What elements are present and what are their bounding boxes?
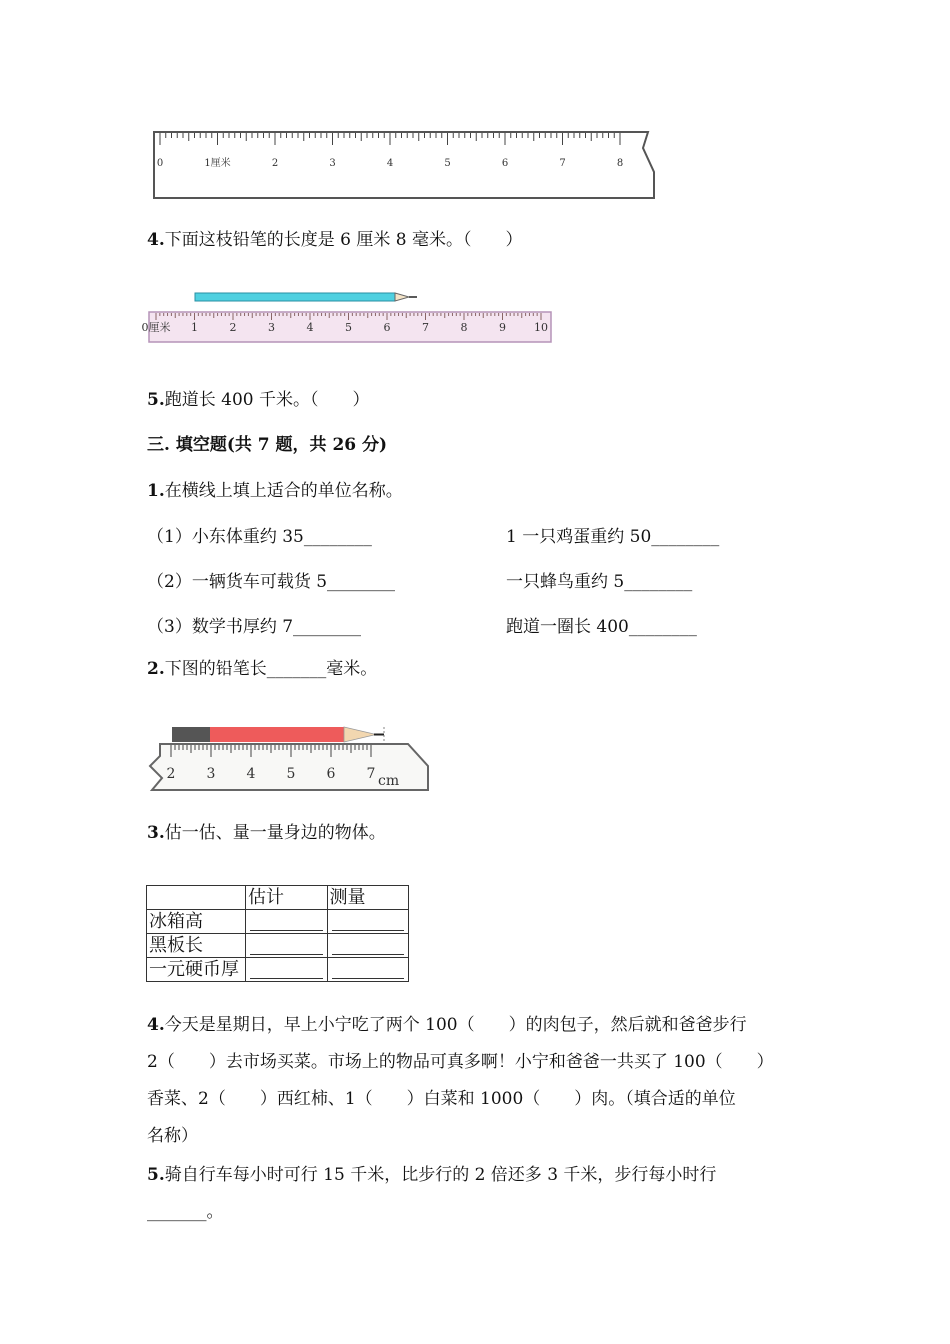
ruler-3-unit: cm [378, 773, 400, 789]
paragraph-line: 香菜、2（ ）西红柿、1（ ）白菜和 1000（ ）肉。（填合适的单位 [147, 1089, 736, 1109]
paragraph-line: 4.今天是星期日，早上小宁吃了两个 100（ ）的肉包子，然后就和爸爸步行 [147, 1015, 747, 1035]
table-header: 测量 [327, 886, 409, 910]
ruler-figure-1 [148, 126, 668, 204]
ruler-3-label: 6 [326, 766, 336, 782]
section-heading: 三. 填空题(共 7 题，共 26 分) [147, 435, 388, 455]
ruler-1-label: 8 [616, 158, 624, 169]
table-row [147, 958, 409, 982]
fill-question-4 [147, 1007, 827, 1155]
pink-ruler-label: 1 [191, 321, 198, 334]
pink-ruler-label: 3 [268, 321, 275, 334]
fill-item-left-1: （1）小东体重约 35________ [147, 527, 372, 547]
ruler-1-label: 1厘米 [204, 158, 231, 169]
table-header: 估计 [246, 886, 327, 910]
pink-ruler-label: 9 [499, 321, 506, 334]
table-row [147, 910, 409, 934]
ruler-3-label: 3 [206, 766, 216, 782]
table-row-label: 一元硬币厚 [147, 958, 246, 982]
fill-item-right-1: 1 一只鸡蛋重约 50________ [506, 527, 720, 547]
measure-blank[interactable] [327, 910, 409, 934]
measure-blank[interactable] [327, 934, 409, 958]
fill-item-right-3: 跑道一圈长 400________ [506, 617, 697, 637]
question-number: 4. [147, 1015, 165, 1035]
fill-item-left-3: （3）数学书厚约 7________ [147, 617, 362, 637]
pink-ruler-label: 0厘米 [141, 321, 171, 334]
fill-item-right-2: 一只蜂鸟重约 5________ [506, 572, 693, 592]
question-number: 3. [147, 823, 165, 843]
ruler-1-label: 2 [271, 158, 279, 169]
question-text: 下面这枝铅笔的长度是 6 厘米 8 毫米。（ ） [164, 230, 523, 250]
red-pencil-icon [172, 727, 384, 742]
paragraph-line: 5.骑自行车每小时可行 15 千米，比步行的 2 倍还多 3 千米，步行每小时行 [147, 1165, 717, 1185]
table-row-label: 冰箱高 [147, 910, 246, 934]
paragraph-line: 2（ ）去市场买菜。市场上的物品可真多啊！小宁和爸爸一共买了 100（ ） [147, 1052, 774, 1072]
question-text: 跑道长 400 千米。（ ） [164, 390, 370, 410]
ruler-1-label: 0 [156, 158, 164, 169]
pink-ruler-label: 5 [345, 321, 352, 334]
table-header-row [147, 886, 409, 910]
ruler-3-label: 2 [166, 766, 176, 782]
ruler-1-label: 4 [386, 158, 394, 169]
ruler-1-label: 6 [501, 158, 509, 169]
question-number: 5. [147, 390, 165, 410]
pink-ruler-label: 2 [229, 321, 237, 334]
ruler-1-label: 5 [444, 158, 451, 169]
pink-ruler-label: 7 [422, 321, 429, 334]
estimate-blank[interactable] [246, 934, 327, 958]
pencil-icon [195, 293, 417, 301]
fill-question-1 [147, 480, 403, 502]
table-header [147, 886, 246, 910]
fill-question-2 [147, 658, 377, 680]
pencil-ruler-figure [141, 287, 560, 347]
question-text: 在横线上填上适合的单位名称。 [164, 481, 403, 501]
question-number: 5. [147, 1165, 165, 1185]
table-row-label: 黑板长 [147, 934, 246, 958]
judge-question-5 [147, 389, 370, 411]
ruler-1-label: 7 [559, 158, 566, 169]
ruler-1-label: 3 [329, 158, 336, 169]
ruler-3-label: 4 [246, 766, 256, 782]
fill-item-left-2: （2）一辆货车可载货 5________ [147, 572, 396, 592]
pink-ruler-label: 10 [534, 321, 548, 334]
fill-question-3 [147, 822, 386, 844]
judge-question-4 [147, 229, 523, 251]
estimate-table [146, 885, 409, 982]
paragraph-line: _______。 [147, 1202, 224, 1222]
red-pencil-ruler-figure [146, 722, 436, 798]
pink-ruler-label: 8 [460, 321, 468, 334]
ruler-3-label: 5 [286, 766, 296, 782]
estimate-blank[interactable] [246, 958, 327, 982]
table-row [147, 934, 409, 958]
question-text: 下图的铅笔长_______毫米。 [164, 659, 378, 679]
question-number: 2. [147, 659, 165, 679]
paragraph-line: 名称） [147, 1126, 198, 1146]
fill-question-5 [147, 1157, 827, 1231]
pink-ruler-label: 4 [306, 321, 314, 334]
ruler-3-label: 7 [366, 766, 376, 782]
question-text: 估一估、量一量身边的物体。 [164, 823, 386, 843]
estimate-blank[interactable] [246, 910, 327, 934]
pink-ruler-label: 6 [383, 321, 391, 334]
question-number: 1. [147, 481, 165, 501]
measure-blank[interactable] [327, 958, 409, 982]
question-number: 4. [147, 230, 165, 250]
